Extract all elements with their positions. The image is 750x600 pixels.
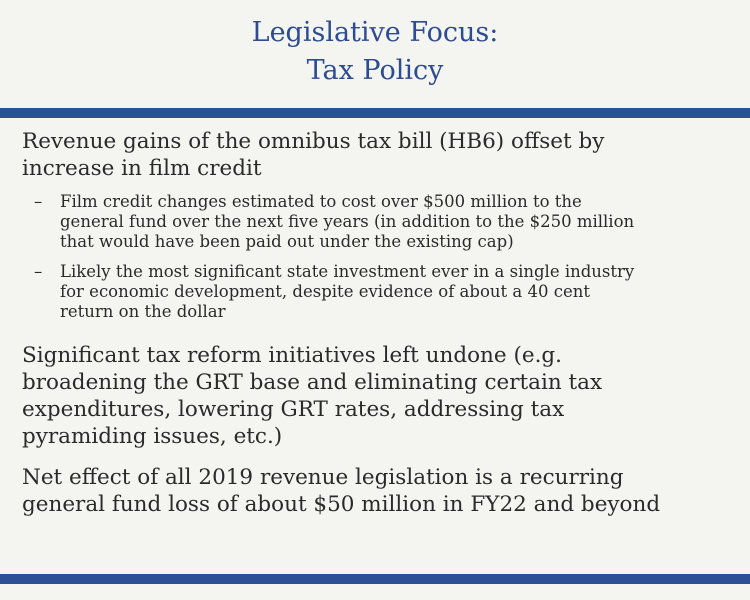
bottom-divider	[0, 574, 750, 584]
title-line-1: Legislative Focus:	[251, 17, 499, 48]
dash-marker: –	[34, 192, 43, 211]
sub-bullet-line: that would have been paid out under the existing cap)	[60, 232, 514, 251]
sub-bullet-state-investment	[22, 262, 750, 322]
sub-bullet-line: Film credit changes estimated to cost over $500 million to the	[60, 192, 582, 211]
slide-title	[0, 14, 750, 90]
top-divider	[0, 108, 750, 118]
sub-bullet-film-credit-cost	[22, 192, 750, 252]
bullet-line: broadening the GRT base and eliminating certain tax	[22, 370, 603, 395]
bullet-tax-reform	[22, 342, 750, 450]
sub-bullet-line: general fund over the next five years (in addition to the $250 million	[60, 212, 635, 231]
bullet-line: increase in film credit	[22, 156, 262, 181]
sub-bullet-line: Likely the most significant state investment ever in a single industry	[60, 262, 635, 281]
bullet-net-effect	[22, 464, 750, 518]
bullet-list	[22, 128, 750, 518]
sub-bullet-line: return on the dollar	[60, 302, 226, 321]
bullet-line: pyramiding issues, etc.)	[22, 424, 283, 449]
sub-bullet-line: for economic development, despite evidence of about a 40 cent	[60, 282, 590, 301]
dash-marker: –	[34, 262, 43, 281]
bullet-revenue-gains	[22, 128, 750, 182]
title-line-2: Tax Policy	[306, 55, 444, 86]
bullet-line: expenditures, lowering GRT rates, addressing tax	[22, 397, 565, 422]
bullet-line: Revenue gains of the omnibus tax bill (HB6) offset by	[22, 129, 605, 154]
bullet-line: Significant tax reform initiatives left undone (e.g.	[22, 343, 562, 368]
bullet-line: general fund loss of about $50 million in FY22 and beyond	[22, 492, 661, 517]
bullet-line: Net effect of all 2019 revenue legislation is a recurring	[22, 465, 624, 490]
